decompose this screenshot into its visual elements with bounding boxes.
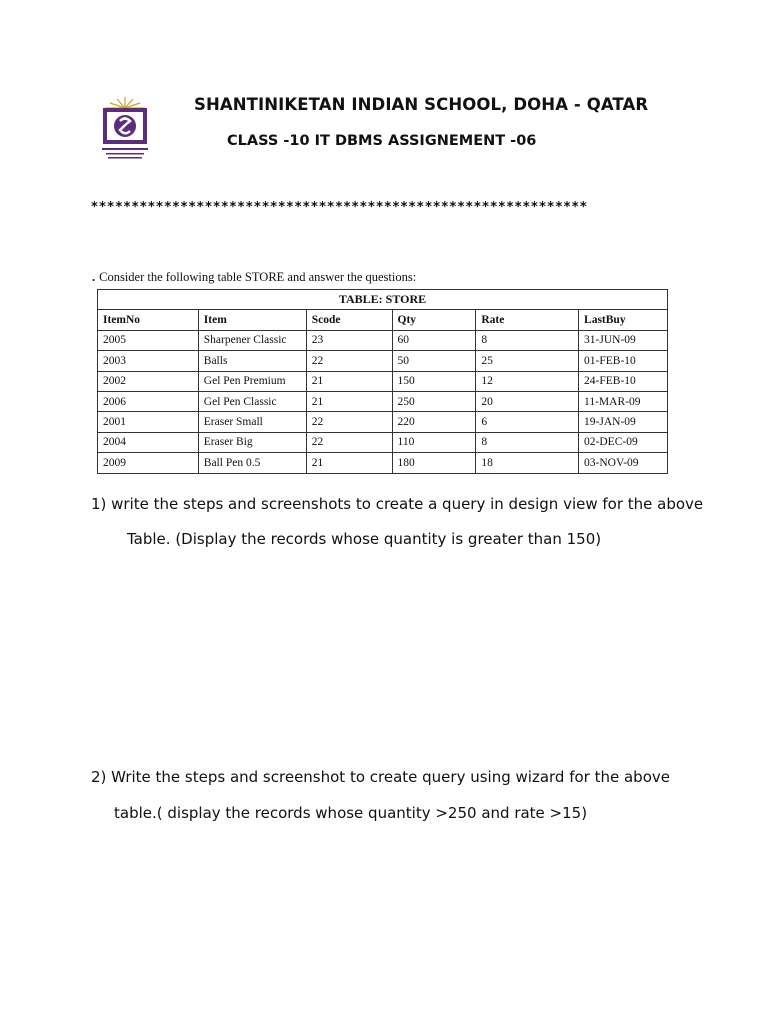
intro-text: Consider the following table STORE and answer the questions: <box>99 270 417 284</box>
table-row <box>98 412 668 432</box>
question-2-line-2: table.( display the records whose quantity >250 and rate >15) <box>114 804 588 822</box>
table-cell: Gel Pen Premium <box>198 371 306 391</box>
table-row <box>98 432 668 452</box>
table-cell: 2009 <box>98 453 199 473</box>
table-cell: 19-JAN-09 <box>579 412 668 432</box>
table-cell: 250 <box>392 391 476 411</box>
table-cell: Sharpener Classic <box>198 330 306 350</box>
table-cell: 21 <box>306 391 392 411</box>
table-cell: Eraser Big <box>198 432 306 452</box>
table-header-row <box>98 310 668 330</box>
table-cell: 01-FEB-10 <box>579 351 668 371</box>
table-row <box>98 453 668 473</box>
school-name: SHANTINIKETAN INDIAN SCHOOL, DOHA - QATAR <box>194 95 649 114</box>
table-cell: 31-JUN-09 <box>579 330 668 350</box>
column-header: ItemNo <box>98 310 199 330</box>
table-row <box>98 391 668 411</box>
question-1-line-2: Table. (Display the records whose quantity is greater than 150) <box>127 530 602 548</box>
table-cell: 8 <box>476 432 579 452</box>
table-row <box>98 371 668 391</box>
table-cell: 6 <box>476 412 579 432</box>
table-cell: 21 <box>306 371 392 391</box>
table-cell: 25 <box>476 351 579 371</box>
table-cell: 21 <box>306 453 392 473</box>
table-cell: 8 <box>476 330 579 350</box>
table-cell: Ball Pen 0.5 <box>198 453 306 473</box>
table-cell: 2002 <box>98 371 199 391</box>
column-header: Scode <box>306 310 392 330</box>
table-cell: 11-MAR-09 <box>579 391 668 411</box>
question-1-line-1: 1) write the steps and screenshots to create a query in design view for the above <box>91 495 704 513</box>
column-header: LastBuy <box>579 310 668 330</box>
table-cell: 22 <box>306 432 392 452</box>
question-2-line-1: 2) Write the steps and screenshot to create query using wizard for the above <box>91 768 670 786</box>
table-cell: 2005 <box>98 330 199 350</box>
table-cell: 60 <box>392 330 476 350</box>
table-cell: 2004 <box>98 432 199 452</box>
school-logo <box>96 94 154 160</box>
store-table <box>97 289 668 474</box>
table-cell: 110 <box>392 432 476 452</box>
table-cell: 18 <box>476 453 579 473</box>
table-row <box>98 330 668 350</box>
table-cell: 180 <box>392 453 476 473</box>
table-cell: 22 <box>306 412 392 432</box>
table-cell: 20 <box>476 391 579 411</box>
table-cell: 24-FEB-10 <box>579 371 668 391</box>
table-cell: 03-NOV-09 <box>579 453 668 473</box>
table-cell: 2001 <box>98 412 199 432</box>
table-cell: Balls <box>198 351 306 371</box>
table-cell: Gel Pen Classic <box>198 391 306 411</box>
separator-line: ************************************************************* <box>91 200 589 215</box>
table-cell: 50 <box>392 351 476 371</box>
table-cell: 12 <box>476 371 579 391</box>
table-intro <box>92 270 416 285</box>
intro-bullet: . <box>92 270 96 284</box>
column-header: Rate <box>476 310 579 330</box>
column-header: Item <box>198 310 306 330</box>
table-cell: 150 <box>392 371 476 391</box>
table-cell: 2003 <box>98 351 199 371</box>
table-cell: 23 <box>306 330 392 350</box>
table-cell: Eraser Small <box>198 412 306 432</box>
table-cell: 22 <box>306 351 392 371</box>
table-cell: 02-DEC-09 <box>579 432 668 452</box>
table-cell: 220 <box>392 412 476 432</box>
table-title: TABLE: STORE <box>98 290 668 310</box>
table-cell: 2006 <box>98 391 199 411</box>
column-header: Qty <box>392 310 476 330</box>
assignment-title: CLASS -10 IT DBMS ASSIGNEMENT -06 <box>227 133 537 149</box>
table-row <box>98 351 668 371</box>
